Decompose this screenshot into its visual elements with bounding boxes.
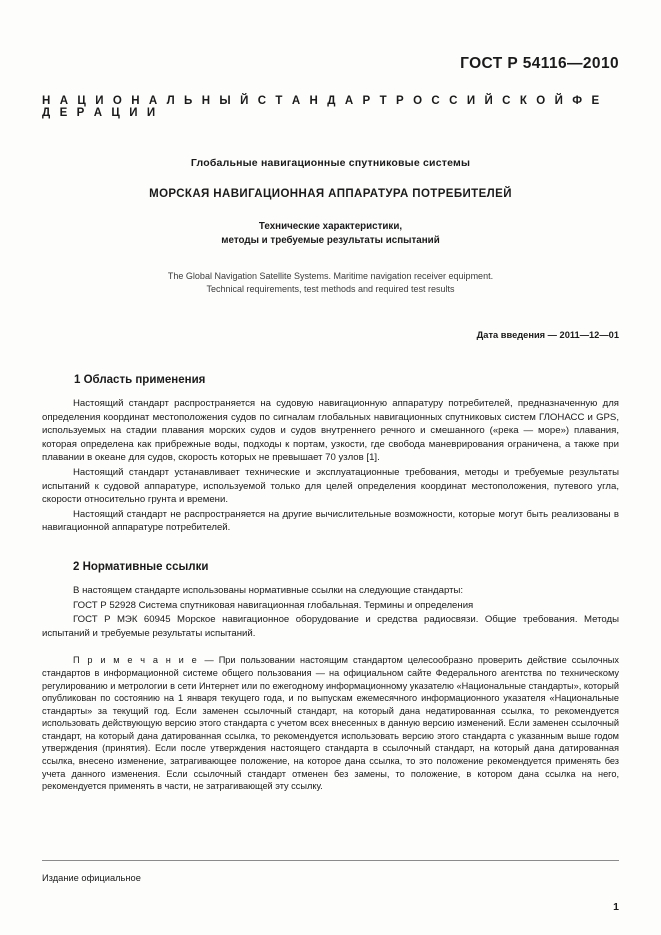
footer-divider xyxy=(42,860,619,861)
section-1-paragraph-1: Настоящий стандарт распространяется на судовую навигационную аппаратуру потребителей, предназначенную для определения координат местоположения судов по сигналам глобальных навигационных спутниковых систем ГЛОНАСС и GPS, используемых на стадии плавания морских судов и судов внутреннего речного и смешанного («река — море») плавания, которая определена как прибрежные воды, подходы к портам, узкости, где свобода маневрирования ограничена, а также при плавании в океане для судов, скорость которых не превышает 70 узлов [1]. xyxy=(42,398,619,464)
note-text: — При пользовании настоящим стандартом целесообразно проверить действие ссылочных стандартов в информационной системе общего пользования — на официальном сайте Федерального агентства по техническому регулированию и метрологии в сети Интернет или по ежегодному информационному указателю «Национальные стандарты», который опубликован по состоянию на 1 января текущего года, и по выпускам ежемесячного информационного указателя «Национальные стандарты» за текущий год. Если заменен ссылочный стандарт, на который дана недатированная ссылка, то рекомендуется использовать действующую версию этого стандарта с учетом всех внесенных в данную версию изменений. Если заменен ссылочный стандарт, на который дана датированная ссылка, то рекомендуется использовать версию этого стандарта с указанным выше годом утверждения (принятия). Если после утверждения настоящего стандарта в ссылочный стандарт, на который дана датированная ссылка, внесено изменение, затрагивающее положение, на которое дана ссылка, то это положение рекомендуется применять без учета данного изменения. Если ссылочный стандарт отменен без замены, то положение, в котором дана ссылка на него, рекомендуется применять в части, не затрагивающей эту ссылку. xyxy=(42,655,619,792)
title-english-line2: Technical requirements, test methods and required test results xyxy=(206,284,455,294)
page-content xyxy=(42,0,619,935)
note-lead: П р и м е ч а н и е xyxy=(73,655,205,666)
page-title: МОРСКАЯ НАВИГАЦИОННАЯ АППАРАТУРА ПОТРЕБИТЕЛЕЙ xyxy=(149,188,512,200)
page-number: 1 xyxy=(613,901,619,913)
title-subtitle-line2: методы и требуемые результаты испытаний xyxy=(221,235,440,246)
title-subtitle-top: Глобальные навигационные спутниковые системы xyxy=(190,157,471,169)
section-2-paragraph-2: ГОСТ Р 52928 Система спутниковая навигационная глобальная. Термины и определения xyxy=(73,599,474,611)
gost-number: ГОСТ Р 54116—2010 xyxy=(460,55,619,72)
section-2-paragraph-3: ГОСТ Р МЭК 60945 Морское навигационное оборудование и средства радиосвязи. Общие требования. Методы испытаний и требуемые результаты испытаний. xyxy=(42,614,619,639)
section-2 xyxy=(42,561,619,793)
title-block xyxy=(42,157,619,296)
section-1-paragraph-2: Настоящий стандарт устанавливает технические и эксплуатационные требования, методы и требуемые результаты испытаний к судовой аппаратуре, используемой только для целей определения координат местоположения, путевого угла, скорости относительно грунта и времени. xyxy=(42,466,619,506)
section-2-paragraph-1: В настоящем стандарте использованы нормативные ссылки на следующие стандарты: xyxy=(73,584,464,596)
title-english-line1: The Global Navigation Satellite Systems. Maritime navigation receiver equipment. xyxy=(167,271,494,281)
title-subtitle-line1: Технические характеристики, xyxy=(258,221,403,232)
introduction-date: Дата введения — 2011—12—01 xyxy=(476,330,619,340)
section-2-heading: 2 Нормативные ссылки xyxy=(73,560,209,573)
section-2-note xyxy=(42,654,619,793)
title-subtitle-lines xyxy=(42,220,619,248)
section-1-heading: 1 Область применения xyxy=(74,374,206,386)
official-edition-label: Издание официальное xyxy=(42,873,141,883)
section-1-paragraph-3: Настоящий стандарт не распространяется на другие вычислительные возможности, которые могут быть реализованы в навигационной аппаратуре потребителей. xyxy=(42,508,619,534)
national-standard-heading: Н А Ц И О Н А Л Ь Н Ы Й С Т А Н Д А Р Т Р О С С И Й С К О Й Ф Е Д Е Р А Ц И И xyxy=(42,95,603,119)
section-1 xyxy=(42,374,619,535)
title-english xyxy=(42,270,619,296)
